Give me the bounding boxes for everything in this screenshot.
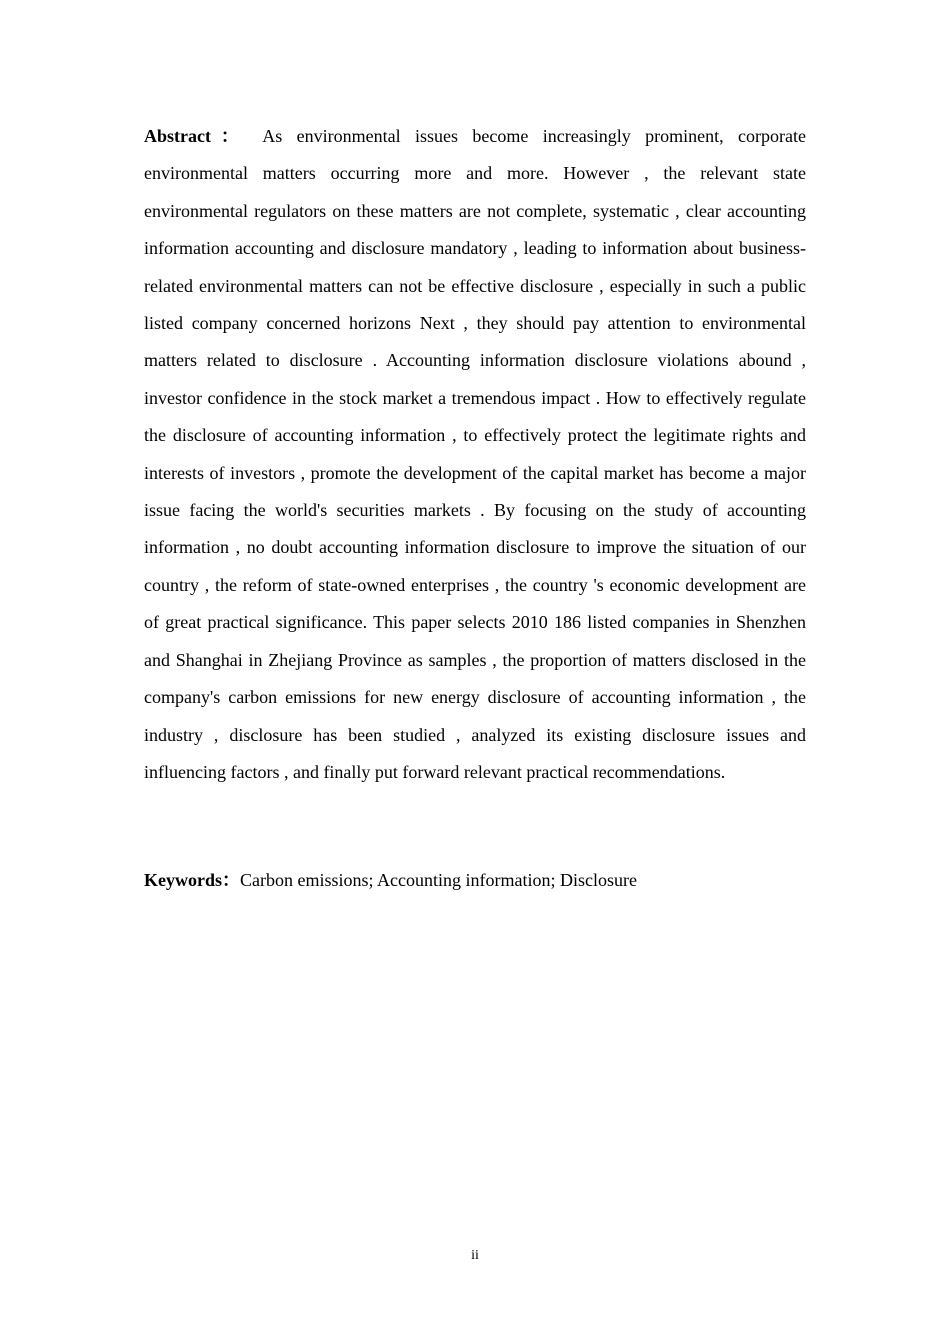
abstract-text: As environmental issues become increasingly prominent, corporate environmental matters occurring more and more. However , the relevant state environmental regulators on these matters are not complete, systematic , clear accounting information accounting and disclosure mandatory , leading to information about business-related environmental matters can not be effective disclosure , especially in such a public listed company concerned horizons Next , they should pay attention to environmental matters related to disclosure . Accounting information disclosure violations abound , investor confidence in the stock market a tremendous impact . How to effectively regulate the disclosure of accounting information , to effectively protect the legitimate rights and interests of investors , promote the development of the capital market has become a major issue facing the world's securities markets . By focusing on the study of accounting information , no doubt accounting information disclosure to improve the situation of our country , the reform of state-owned enterprises , the country 's economic development are of great practical significance. This paper selects 2010 186 listed companies in Shenzhen and Shanghai in Zhejiang Province as samples , the proportion of matters disclosed in the company's carbon emissions for new energy disclosure of accounting information , the industry , disclosure has been studied , analyzed its existing disclosure issues and influencing factors , and finally put forward relevant practical recommendations. — [144, 126, 806, 782]
abstract-label: Abstract： — [144, 126, 249, 146]
page-number: ii — [471, 1248, 479, 1263]
keywords-text: Carbon emissions; Accounting information; Disclosure — [240, 870, 637, 890]
keywords-label: Keywords： — [144, 870, 240, 890]
abstract-paragraph — [144, 118, 806, 791]
keywords-paragraph — [144, 862, 806, 899]
